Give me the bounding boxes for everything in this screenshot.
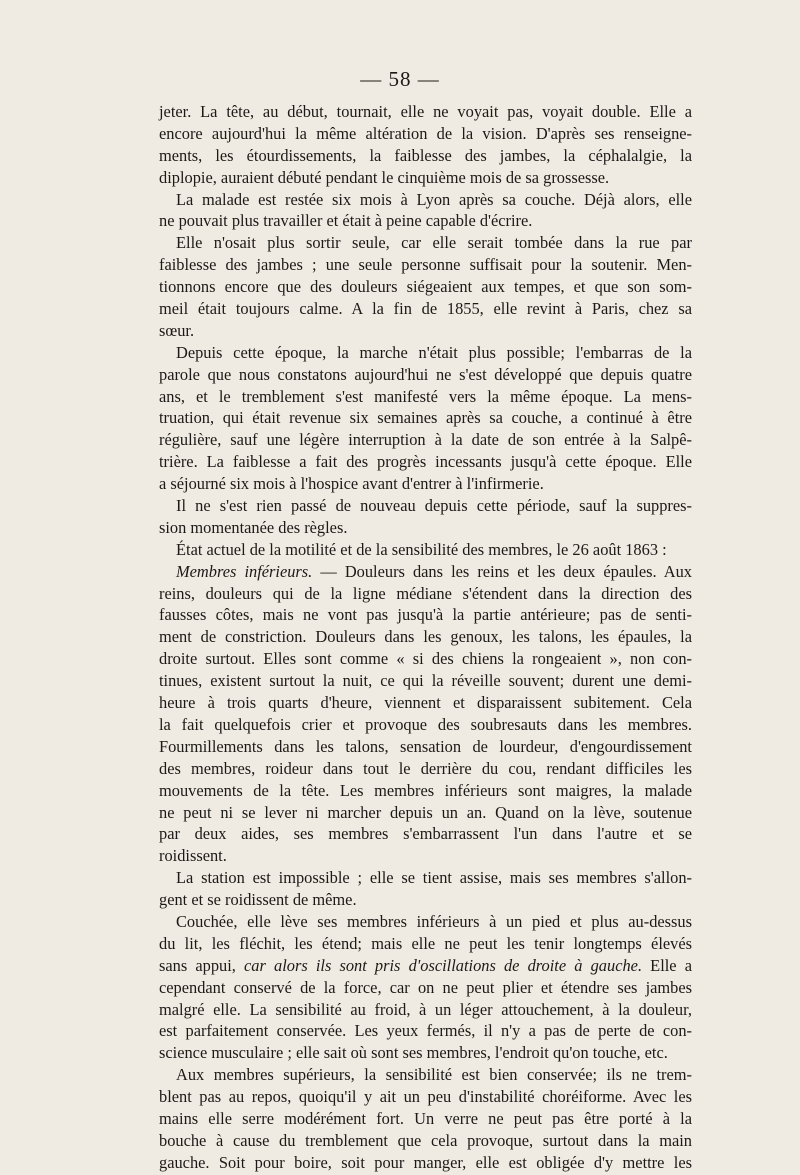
line-text: sans appui,: [159, 955, 245, 975]
line-text: régulière, sauf une légère interruption à la date de son entrée à la Salpê-: [159, 430, 692, 450]
text-line: [159, 101, 692, 123]
text-line: [159, 1020, 692, 1042]
line-text: Fourmillements dans les talons, sensation de lourdeur, d'engourdissement: [159, 736, 692, 756]
line-text: reins, douleurs qui de la ligne médiane s'étendent dans la direction des: [159, 583, 692, 603]
text-line: [159, 254, 692, 276]
line-text: ne peut ni se lever ni marcher depuis un an. Quand on la lève, soutenue: [159, 802, 692, 822]
line-text: bouche à cause du tremblement que cela provoque, surtout dans la main: [159, 1130, 692, 1150]
text-line: [159, 451, 692, 473]
line-text: ments, les étourdissements, la faiblesse des jambes, la céphalalgie, la: [159, 145, 692, 165]
text-line: [159, 955, 692, 977]
text-line: [159, 845, 692, 867]
text-line: [159, 298, 692, 320]
text-line: [159, 189, 692, 211]
line-text: jeter. La tête, au début, tournait, elle ne voyait pas, voyait double. Elle a: [159, 102, 692, 121]
text-line: [159, 780, 692, 802]
text-line: [159, 802, 692, 824]
line-text: Couchée, elle lève ses membres inférieurs à un pied et plus au-dessus: [176, 911, 692, 931]
page-body-text: [159, 101, 692, 1174]
text-line: [159, 1086, 692, 1108]
line-text: gent et se roidissent de même.: [159, 890, 357, 910]
text-line: [159, 1152, 692, 1174]
text-line: [159, 429, 692, 451]
text-line: [159, 517, 692, 539]
text-line: [159, 320, 692, 342]
line-text: trière. La faiblesse a fait des progrès incessants jusqu'à cette époque. Elle: [159, 452, 692, 472]
line-text: mains elle serre modérément fort. Un verre ne peut pas être porté à la: [159, 1108, 692, 1128]
text-line: [159, 167, 692, 189]
emphasis-italic: car alors ils sont pris d'oscillations de droite à gauche.: [244, 955, 643, 975]
line-text: truation, qui était revenue six semaines après sa couche, a continué à être: [159, 408, 692, 428]
text-line: [159, 977, 692, 999]
text-line: [159, 276, 692, 298]
line-text: malgré elle. La sensibilité au froid, à un léger attouchement, à la douleur,: [159, 999, 692, 1019]
text-line: [159, 648, 692, 670]
text-line: [159, 583, 692, 605]
line-text: La malade est restée six mois à Lyon après sa couche. Déjà alors, elle: [176, 189, 692, 209]
line-text: diplopie, auraient débuté pendant le cinquième mois de sa grossesse.: [159, 167, 610, 187]
line-text: ment de constriction. Douleurs dans les genoux, les talons, les épaules, la: [159, 627, 692, 647]
line-text: Il ne s'est rien passé de nouveau depuis cette période, sauf la suppres-: [176, 496, 692, 516]
line-text-tail: Elle a: [642, 955, 692, 975]
text-line: [159, 626, 692, 648]
text-line: [159, 670, 692, 692]
text-line: [159, 736, 692, 758]
line-text: science musculaire ; elle sait où sont ses membres, l'endroit qu'on touche, etc.: [159, 1043, 668, 1063]
line-text: heure à trois quarts d'heure, viennent et disparaissent subitement. Cela: [159, 693, 692, 713]
line-text: la fait quelquefois crier et provoque des soubresauts dans les membres.: [159, 714, 692, 734]
line-text: La station est impossible ; elle se tient assise, mais ses membres s'allon-: [176, 868, 692, 888]
text-line: [159, 692, 692, 714]
line-text: État actuel de la motilité et de la sensibilité des membres, le 26 août 1863 :: [176, 539, 667, 559]
line-text: sion momentanée des règles.: [159, 517, 348, 537]
text-line: [159, 911, 692, 933]
line-text: mouvements de la tête. Les membres inférieurs sont maigres, la malade: [159, 780, 692, 800]
text-line: [159, 123, 692, 145]
line-text: Aux membres supérieurs, la sensibilité est bien conservée; ils ne trem-: [176, 1065, 692, 1085]
line-text: — Douleurs dans les reins et les deux épaules. Aux: [312, 561, 692, 581]
line-text: ans, et le tremblement s'est manifesté vers la même époque. La mens-: [159, 386, 692, 406]
text-line: [159, 473, 692, 495]
text-line: [159, 145, 692, 167]
text-line: [159, 495, 692, 517]
line-text: meil était toujours calme. A la fin de 1855, elle revint à Paris, chez sa: [159, 299, 692, 319]
line-text: des membres, roideur dans tout le derrière du cou, rendant difficiles les: [159, 758, 692, 778]
text-line: [159, 1108, 692, 1130]
text-line: [159, 889, 692, 911]
text-line: [159, 867, 692, 889]
line-text: est parfaitement conservée. Les yeux fermés, il n'y a pas de perte de con-: [159, 1021, 692, 1041]
text-line: [159, 407, 692, 429]
line-text: parole que nous constatons aujourd'hui ne s'est développé que depuis quatre: [159, 364, 692, 384]
line-text: du lit, les fléchit, les étend; mais elle ne peut les tenir longtemps élevés: [159, 933, 692, 953]
line-text: droite surtout. Elles sont comme « si des chiens la rongeaient », non con-: [159, 649, 692, 669]
text-line: [159, 364, 692, 386]
text-line: [159, 561, 692, 583]
text-line: [159, 232, 692, 254]
text-line: [159, 342, 692, 364]
text-line: [159, 604, 692, 626]
section-heading-italic: Membres inférieurs.: [176, 561, 313, 581]
text-line: [159, 1042, 692, 1064]
line-text: tinues, existent surtout la nuit, ce qui la réveille souvent; durent une demi-: [159, 671, 692, 691]
text-line: [159, 933, 692, 955]
text-line: [159, 714, 692, 736]
text-line: [159, 210, 692, 232]
line-text: Elle n'osait plus sortir seule, car elle serait tombée dans la rue par: [176, 233, 692, 253]
line-text: blent pas au repos, quoiqu'il y ait un peu d'instabilité choréiforme. Avec les: [159, 1087, 692, 1107]
line-text: cependant conservé de la force, car on ne peut plier et étendre ses jambes: [159, 977, 692, 997]
page-number: — 58 —: [360, 67, 440, 91]
line-text: Depuis cette époque, la marche n'était plus possible; l'embarras de la: [176, 342, 692, 362]
text-line: [159, 758, 692, 780]
line-text: sœur.: [159, 320, 195, 340]
line-text: ne pouvait plus travailler et était à peine capable d'écrire.: [159, 211, 533, 231]
line-text: faiblesse des jambes ; une seule personne suffisait pour la soutenir. Men-: [159, 255, 692, 275]
text-line: [159, 539, 692, 561]
line-text: gauche. Soit pour boire, soit pour manger, elle est obligée d'y mettre les: [159, 1152, 692, 1172]
line-text: par deux aides, ses membres s'embarrassent l'un dans l'autre et se: [159, 824, 692, 844]
line-text: tionnons encore que des douleurs siégeaient aux tempes, et que son som-: [159, 277, 692, 297]
text-line: [159, 1064, 692, 1086]
text-line: [159, 1130, 692, 1152]
line-text: roidissent.: [159, 846, 227, 866]
text-line: [159, 386, 692, 408]
text-line: [159, 999, 692, 1021]
line-text: a séjourné six mois à l'hospice avant d'entrer à l'infirmerie.: [159, 474, 544, 494]
line-text: encore aujourd'hui la même altération de la vision. D'après ses renseigne-: [159, 123, 692, 143]
text-line: [159, 823, 692, 845]
line-text: fausses côtes, mais ne vont pas jusqu'à la partie antérieure; pas de senti-: [159, 605, 692, 625]
